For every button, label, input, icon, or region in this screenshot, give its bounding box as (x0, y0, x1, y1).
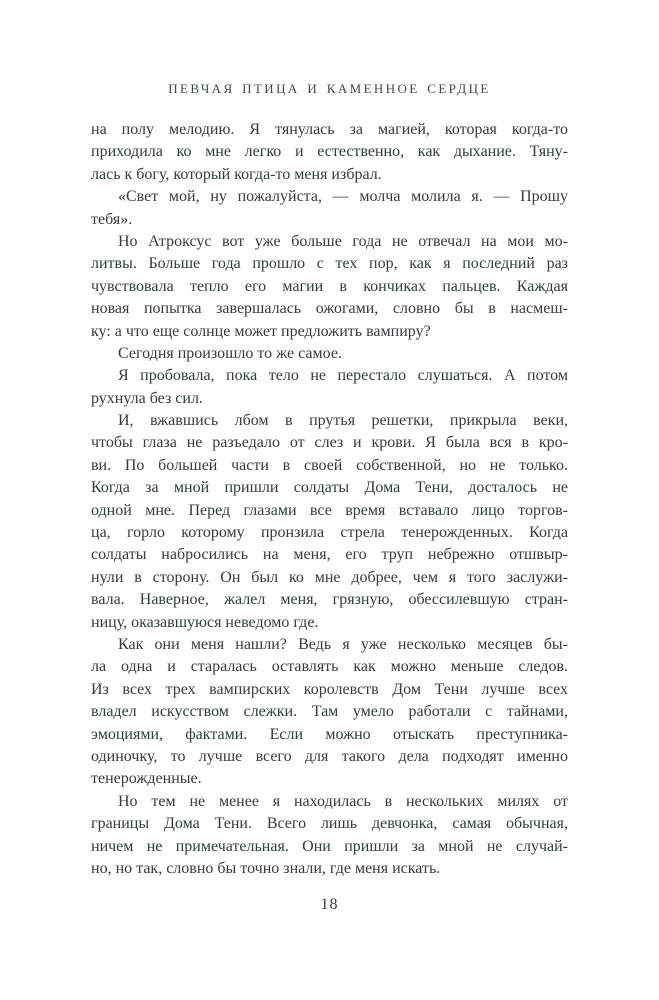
text-line: ку: а что еще солнце может предложить вампиру? (91, 322, 431, 340)
paragraph (91, 791, 568, 881)
text-line: новая попытка завершалась ожогами, словно бы в насмеш- (91, 300, 568, 318)
text-line: Как они меня нашли? Ведь я уже несколько месяцев бы- (118, 635, 568, 653)
text-line: ницу, оказавшуюся неведомо где. (91, 613, 319, 631)
text-line: эмоциями, фактами. Если можно отыскать преступника- (91, 725, 568, 743)
text-line: одиночку, то лучше всего для такого дела подходят именно (91, 747, 568, 765)
text-line: вала. Наверное, жалел меня, грязную, обессилевшую стран- (91, 591, 568, 609)
text-line: ца, горло которому пронзила стрела тенерожденных. Когда (91, 524, 568, 542)
running-header: ПЕВЧАЯ ПТИЦА И КАМЕННОЕ СЕРДЦЕ (168, 81, 491, 96)
text-line: Но Атроксус вот уже больше года не отвечал на мои мо- (118, 232, 568, 250)
paragraph (91, 119, 568, 186)
text-line: Когда за мной пришли солдаты Дома Тени, досталось не (91, 479, 568, 497)
text-line: рухнула без сил. (91, 389, 203, 407)
text-line: приходила ко мне легко и естественно, как дыхание. Тяну- (91, 143, 568, 161)
text-line: нули в сторону. Он был ко мне добрее, чем я того заслужи- (91, 568, 568, 586)
text-line: тебя». (91, 210, 133, 228)
text-line: чтобы глаза не разъедало от слез и крови. Я была вся в кро- (91, 434, 568, 452)
paragraph (91, 343, 568, 365)
text-line: ничем не примечательная. Они пришли за мной не случай- (91, 837, 568, 855)
paragraph (91, 634, 568, 791)
text-line: границы Дома Тени. Всего лишь девчонка, самая обычная, (91, 815, 568, 833)
text-line: на полу мелодию. Я тянулась за магией, которая когда-то (91, 121, 568, 138)
text-line: владел искусством слежки. Там умело работали с тайнами, (91, 703, 568, 721)
text-line: Я пробовала, пока тело не перестало слушаться. А потом (118, 367, 568, 385)
text-line: но, но так, словно бы точно знали, где меня искать. (91, 859, 441, 877)
paragraph (91, 186, 568, 231)
page-text (91, 119, 568, 880)
text-line: ла одна и старалась оставлять как можно меньше следов. (91, 658, 568, 676)
text-line: Но тем не менее я находилась в нескольких милях от (118, 792, 568, 810)
text-line: Из всех трех вампирских королевств Дом Тени лучше всех (91, 680, 568, 698)
text-line: лась к богу, который когда-то меня избрал. (91, 165, 382, 183)
paragraph (91, 231, 568, 343)
text-line: ви. По большей части в своей собственной, но не только. (91, 456, 568, 474)
text-line: чувствовала тепло его магии в кончиках пальцев. Каждая (91, 277, 568, 295)
text-line: И, вжавшись лбом в прутья решетки, прикрыла веки, (118, 412, 568, 430)
paragraph (91, 410, 568, 634)
paragraph (91, 365, 568, 410)
text-line: литвы. Больше года прошло с тех пор, как я последний раз (91, 255, 568, 273)
text-line: Сегодня произошло то же самое. (118, 344, 342, 362)
text-line: солдаты набросились на меня, его труп небрежно отшвыр- (91, 546, 568, 564)
text-line: «Свет мой, ну пожалуйста, — молча молила я. — Прошу (118, 188, 568, 206)
text-line: одной мне. Перед глазами все время вставало лицо торгов- (91, 501, 568, 519)
page-number: 18 (320, 896, 339, 913)
text-line: тенерожденные. (91, 770, 202, 788)
